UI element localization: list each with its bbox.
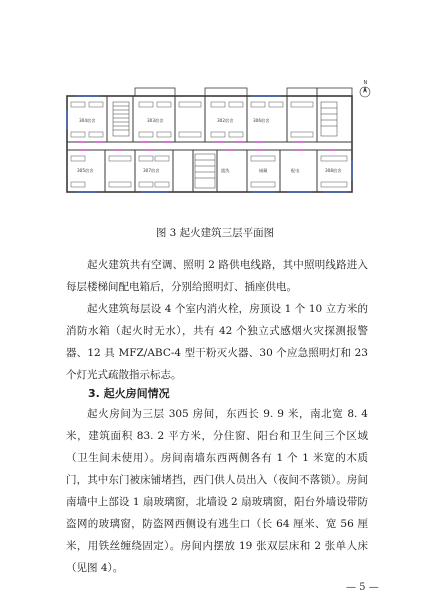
room-labels: [77, 117, 342, 174]
staircases: [113, 102, 337, 188]
north-arrow-icon: [360, 80, 370, 97]
paragraph-fire-equipment: 起火建筑每层设 4 个室内消火栓，房顶设 1 个 10 立方米的消防水箱（起火时无水），共有 42 个独立式感烟火灾探测报警器、12 具 MFZ/ABC-4 型干粉灭火器、30 个应急照明灯和 23 个灯光式疏散指示标志。: [66, 303, 368, 381]
floor-plan-figure: [55, 80, 375, 202]
paragraph-fire-room: 起火房间为三层 305 房间，东西长 9. 9 米，南北宽 8. 4 米，建筑面积 83. 2 平方米，分住窗、阳台和卫生间三个区域（卫生间未使用）。房间南墙东西两侧各有 1 个 1 米宽的木质门，其中东门被床铺堵挡，西门供人员出入（夜间不落锁）。房间南墙中上部设 1 扇玻璃窗，北墙设 2 扇玻璃窗，阳台外墙设带防盗网的玻璃窗，防盗网西侧设有逃生口（长 64 厘米、宽 56 厘米，用铁丝缠绕固定）。房间内摆放 19 张双层床和 2 张单人床（见图 4）。: [66, 408, 368, 574]
section-heading: 3. 起火房间情况: [88, 387, 170, 400]
room-dividers: [105, 96, 317, 192]
room-label: 306宿舍: [253, 118, 270, 123]
corridor-walls: [67, 142, 352, 150]
room-label: 307宿舍: [143, 168, 160, 173]
room-label: 储藏: [259, 168, 268, 173]
floor-plan-drawing: [55, 80, 375, 202]
room-label: 304宿舍: [79, 118, 96, 123]
room-label: 配电: [291, 168, 300, 173]
north-label: N: [363, 80, 368, 86]
room-label: 302宿舍: [217, 118, 234, 123]
room-label: 305宿舍: [77, 168, 94, 173]
room-label: 盥洗: [221, 168, 230, 173]
paragraph-power-supply: 起火建筑共有空调、照明 2 路供电线路，其中照明线路进入每层楼梯间配电箱后，分别给照明灯、插座供电。: [66, 259, 368, 293]
room-label: 308宿舍: [325, 168, 342, 173]
page-number: — 5 —: [346, 582, 379, 593]
outer-walls: [67, 96, 352, 192]
bunk-beds: [71, 102, 347, 187]
windows: [67, 96, 352, 192]
doors: [77, 142, 335, 150]
room-label: 303宿舍: [147, 118, 164, 123]
figure-caption: 图 3 起火建筑三层平面图: [155, 227, 275, 239]
balconies: [135, 88, 352, 96]
